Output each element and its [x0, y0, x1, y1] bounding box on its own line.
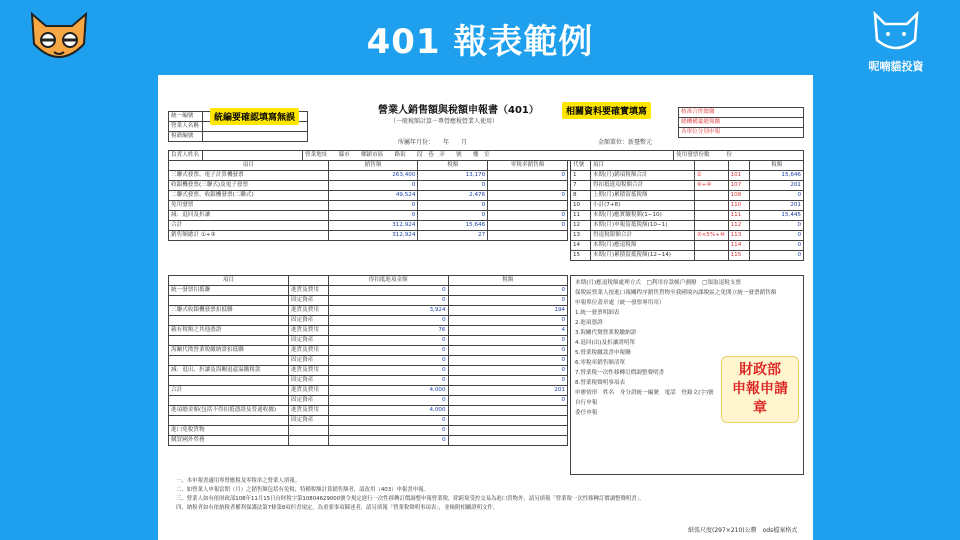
purchase-row-label: 進項總金額(包括不得扣抵憑證及普通收據) — [169, 406, 289, 416]
purchase-row-label — [169, 376, 289, 386]
purchase-row-kind: 固定資產 — [288, 296, 328, 306]
sales-row-amount: 0 — [328, 201, 418, 211]
purchase-row-kind: 進貨及費用 — [288, 286, 328, 296]
purchase-row-kind: 固定資產 — [288, 336, 328, 346]
sales-row — [169, 221, 568, 231]
right-lower-line: 3.海關代徵營業稅繳納證 — [575, 330, 637, 336]
purchase-row — [169, 406, 568, 416]
purchase-row-amount: 0 — [328, 366, 448, 376]
purchase-row-kind: 進貨及費用 — [288, 406, 328, 416]
purchase-row-tax: 0 — [448, 316, 568, 326]
purchase-row-label: 統一發票扣抵聯 — [169, 286, 289, 296]
tax-calc-no: 107 — [728, 181, 750, 191]
page-title: 401 報表範例 — [366, 22, 594, 62]
tax-calc-value: 15,445 — [750, 211, 804, 221]
purchase-row-kind: 固定資產 — [288, 356, 328, 366]
tax-calc-code: 13 — [571, 231, 591, 241]
purchase-row-label: 減：退出、折讓及海關退還溢繳稅款 — [169, 366, 289, 376]
tax-calc-table — [570, 160, 804, 261]
purchase-row-kind: 進貨及費用 — [288, 306, 328, 316]
purchase-row-amount: 0 — [328, 296, 448, 306]
purchase-row-tax: 0 — [448, 336, 568, 346]
tax-calc-ref — [694, 191, 728, 201]
tax-calc-ref — [694, 251, 728, 261]
purchase-row-tax: 0 — [448, 346, 568, 356]
footnote-line: 四、納稅者如有依納稅者權利保護法第7條第8項但書規定，為重要事項陳述者，請另填報「營業稅聲明事項表」，並檢附相關證明文件。 — [176, 505, 499, 511]
purchase-row-amount: 4,000 — [328, 386, 448, 396]
tax-calc-code: 8 — [571, 191, 591, 201]
tax-calc-item: 上期(月)累積留抵稅額 — [590, 191, 694, 201]
footnotes — [176, 477, 676, 513]
tax-calc-row — [571, 191, 804, 201]
purchase-row-kind: 固定資產 — [288, 416, 328, 426]
tax-calc-value: 0 — [750, 231, 804, 241]
sales-row-zero — [488, 201, 568, 211]
right-lower-line: 委任申報 — [575, 410, 598, 416]
footnote-line: 三、營業人如有依財政部108年11月15日台財稅字第10804629000號令規定進行一次性移轉訂價調整申報營業稅，除跨境受控交易為進口貨物外，請另填報「營業稅一次性移轉訂價調整聲明書」。 — [176, 496, 645, 502]
tax-header-item: 項目 — [590, 161, 694, 171]
sales-row-zero — [488, 231, 568, 241]
tax-calc-item: 本期(月)應退稅額 — [590, 241, 694, 251]
purchase-row-amount: 4,000 — [328, 406, 448, 416]
purchase-row-kind — [288, 426, 328, 436]
purchase-row — [169, 356, 568, 366]
tax-calc-no: 114 — [728, 241, 750, 251]
tax-calc-item: 本期(月)應實繳稅額(1−10) — [590, 211, 694, 221]
tax-calc-ref — [694, 201, 728, 211]
right-lower-line: 申報單位蓋章處（統一發票專用章） — [575, 300, 665, 306]
tax-calc-row — [571, 231, 804, 241]
sales-row-label: 合計 — [169, 221, 329, 231]
form-title: 營業人銷售額與稅額申報書（401） — [378, 105, 539, 116]
purchase-row-tax: 4 — [448, 326, 568, 336]
purchase-row-kind: 固定資產 — [288, 396, 328, 406]
period-label: 所屬年月份： 年 月 — [398, 139, 468, 146]
purchase-row — [169, 426, 568, 436]
purchase-row — [169, 326, 568, 336]
uid-hint-label: 統編要確認填寫無誤 — [210, 108, 299, 125]
tax-calc-item: 本期(月)累積留抵稅額(12−14) — [590, 251, 694, 261]
purchase-row-amount: 0 — [328, 376, 448, 386]
sales-row-tax: 0 — [418, 211, 488, 221]
purchase-row-kind: 進貨及費用 — [288, 326, 328, 336]
purchase-row-amount: 0 — [328, 356, 448, 366]
purchase-row-tax: 0 — [448, 376, 568, 386]
right-lower-line: 8.營業稅聲明事項表 — [575, 380, 626, 386]
purchase-row-tax — [448, 406, 568, 416]
receipt-label: 使用發票份數 份 — [674, 151, 804, 161]
owner-label: 負責人姓名 — [169, 151, 203, 161]
tax-calc-ref: ② — [694, 171, 728, 181]
tax-calc-value: 201 — [750, 201, 804, 211]
sales-row-amount: 49,524 — [328, 191, 418, 201]
sales-row-zero: 0 — [488, 211, 568, 221]
tax-calc-value: 0 — [750, 221, 804, 231]
sales-row-label: 收銀機發票(三聯式)及電子發票 — [169, 181, 329, 191]
sales-row — [169, 201, 568, 211]
purchase-row — [169, 436, 568, 446]
right-lower-line: 申辦情形 姓名 身分證統一編號 電話 登錄文(字)號 — [575, 390, 714, 396]
sales-row-tax: 2,476 — [418, 191, 488, 201]
sales-row-zero: 0 — [488, 191, 568, 201]
sales-row-label: 免用發票 — [169, 201, 329, 211]
purchase-row-tax: 0 — [448, 286, 568, 296]
tax-calc-item: 本期(月)申報留抵稅額(10−1) — [590, 221, 694, 231]
tax-calc-ref — [694, 211, 728, 221]
tax-calc-value: 0 — [750, 251, 804, 261]
sales-row-zero — [488, 181, 568, 191]
tax-calc-item: 得扣抵進項稅額合計 — [590, 181, 694, 191]
tax-calc-row — [571, 201, 804, 211]
sales-row — [169, 171, 568, 181]
tax-header-code: 代號 — [571, 161, 591, 171]
right-lower-line: 保稅區營業人按進口報關程序銷售貨物至我國境內課稅區之免開立統一發票銷售額 — [575, 290, 777, 296]
sales-row-amount: 312,924 — [328, 231, 418, 241]
tax-header-value: 稅額 — [750, 161, 804, 171]
sales-row — [169, 231, 568, 241]
tax-calc-no: 112 — [728, 221, 750, 231]
purchase-row-kind: 固定資產 — [288, 316, 328, 326]
tax-calc-no: 111 — [728, 211, 750, 221]
purchase-header-tax: 稅額 — [448, 276, 568, 286]
purchase-row — [169, 296, 568, 306]
sales-row-tax: 0 — [418, 181, 488, 191]
form-footer: 紙張尺度(297×210)公釐 ods檔案格式 — [688, 527, 798, 534]
purchase-row-amount: 3,924 — [328, 306, 448, 316]
purchase-row-kind: 進貨及費用 — [288, 366, 328, 376]
tax-calc-no: 101 — [728, 171, 750, 181]
sales-row-amount: 263,400 — [328, 171, 418, 181]
tax-calc-no: 115 — [728, 251, 750, 261]
purchase-row-label — [169, 416, 289, 426]
tax-calc-row — [571, 251, 804, 261]
tax-calc-item: 小計(7+8) — [590, 201, 694, 211]
purchase-row — [169, 306, 568, 316]
sales-row-amount: 312,924 — [328, 221, 418, 231]
sales-row-zero: 0 — [488, 171, 568, 181]
stamp-hint-label: 財政部 申報申請章 — [721, 356, 799, 423]
tax-calc-no: 108 — [728, 191, 750, 201]
brand-name: 呢喃貓投資 — [868, 60, 924, 73]
tax-calc-code: 15 — [571, 251, 591, 261]
right-lower-line: 7.營業稅一次性移轉訂價調整聲明書 — [575, 370, 665, 376]
sales-row-tax: 27 — [418, 231, 488, 241]
form-subtitle: （一般稅額計算－專營應稅營業人使用） — [390, 118, 499, 125]
form-401-document — [158, 75, 813, 540]
tax-calc-row — [571, 241, 804, 251]
purchase-row — [169, 336, 568, 346]
purchase-row-label — [169, 396, 289, 406]
uid-label: 統一編號 — [169, 112, 203, 122]
sales-row — [169, 181, 568, 191]
sales-header-item: 項目 — [169, 161, 329, 171]
address-label: 營業地址 縣市 鄉鎮市區 路街 段 巷 弄 號 樓 室 — [303, 151, 674, 161]
purchase-row-tax: 0 — [448, 366, 568, 376]
seal-line-3: 各單位分別申報 — [679, 128, 804, 138]
purchase-row-label — [169, 296, 289, 306]
data-hint-label: 相關資料要確實填寫 — [562, 102, 651, 119]
tax-calc-row — [571, 181, 804, 191]
tax-calc-row — [571, 221, 804, 231]
purchase-row-amount: 0 — [328, 416, 448, 426]
tax-calc-no: 110 — [728, 201, 750, 211]
purchase-row-amount: 0 — [328, 436, 448, 446]
purchase-row-label: 載有稅額之其他憑證 — [169, 326, 289, 336]
seal-block — [678, 107, 804, 138]
purchase-row-amount: 0 — [328, 286, 448, 296]
tax-calc-code: 10 — [571, 201, 591, 211]
purchase-row — [169, 386, 568, 396]
tax-calc-code: 14 — [571, 241, 591, 251]
sales-header-tax: 稅額 — [418, 161, 488, 171]
cat-logo-icon — [869, 10, 923, 52]
sales-row-amount: 0 — [328, 181, 418, 191]
sales-row-tax: 13,170 — [418, 171, 488, 181]
purchase-row-kind — [288, 436, 328, 446]
sales-header-zero: 零稅率銷售額 — [488, 161, 568, 171]
purchase-row-amount: 0 — [328, 396, 448, 406]
tax-calc-row — [571, 171, 804, 181]
sales-row-label: 二聯式發票、收銀機發票(二聯式) — [169, 191, 329, 201]
purchase-row-kind: 進貨及費用 — [288, 386, 328, 396]
brand-logo — [856, 10, 936, 74]
sales-row — [169, 191, 568, 201]
purchase-row — [169, 286, 568, 296]
tax-calc-ref — [694, 221, 728, 231]
sales-row-tax: 0 — [418, 201, 488, 211]
purchase-row-label — [169, 356, 289, 366]
tax-calc-value: 0 — [750, 241, 804, 251]
purchase-row-tax: 201 — [448, 386, 568, 396]
seal-line-1: 核准合併總繳 — [679, 108, 804, 118]
purchase-row-label: 海關代徵營業稅繳納證扣抵聯 — [169, 346, 289, 356]
right-lower-line: 本期(月)應退稅額處理方式 □利用存款帳戶劃撥 □領取退稅支票 — [575, 280, 741, 286]
purchase-header-amount: 得扣抵進項金額 — [328, 276, 448, 286]
purchase-row-kind: 進貨及費用 — [288, 346, 328, 356]
purchase-row-label — [169, 316, 289, 326]
purchase-row-label: 三聯式收銀機發票扣抵聯 — [169, 306, 289, 316]
sales-row-tax: 15,646 — [418, 221, 488, 231]
purchase-row-label — [169, 336, 289, 346]
purchase-row-label: 合計 — [169, 386, 289, 396]
purchase-row — [169, 376, 568, 386]
tax-calc-code: 1 — [571, 171, 591, 181]
tax-calc-code: 7 — [571, 181, 591, 191]
tax-calc-code: 12 — [571, 221, 591, 231]
tax-calc-ref — [694, 241, 728, 251]
seal-line-2: 總機構彙總報繳 — [679, 118, 804, 128]
purchase-row — [169, 316, 568, 326]
purchase-row — [169, 416, 568, 426]
purchase-row — [169, 346, 568, 356]
purchase-row-amount: 76 — [328, 326, 448, 336]
sales-header-amount: 銷售額 — [328, 161, 418, 171]
purchase-row-tax — [448, 416, 568, 426]
tax-id-label: 稅籍編號 — [169, 132, 203, 142]
sales-row — [169, 211, 568, 221]
purchase-row-amount: 0 — [328, 346, 448, 356]
right-lower-line: 6.零稅率銷售額清單 — [575, 360, 626, 366]
purchase-table — [168, 275, 568, 446]
company-name-label: 營業人名稱 — [169, 122, 203, 132]
purchase-row-tax: 0 — [448, 396, 568, 406]
tax-calc-code: 11 — [571, 211, 591, 221]
tax-calc-row — [571, 211, 804, 221]
purchase-row-amount: 0 — [328, 316, 448, 326]
unit-label: 金額單位：新臺幣元 — [598, 139, 653, 146]
purchase-row-amount: 0 — [328, 336, 448, 346]
right-lower-line: 自行申報 — [575, 400, 598, 406]
sales-table — [168, 160, 568, 241]
purchase-row-tax: 194 — [448, 306, 568, 316]
purchase-row — [169, 396, 568, 406]
right-lower-line: 1.統一發票明細表 — [575, 310, 620, 316]
tax-calc-value: 201 — [750, 181, 804, 191]
purchase-row-tax: 0 — [448, 356, 568, 366]
purchase-row-label: 購買國外勞務 — [169, 436, 289, 446]
purchase-header-item: 項目 — [169, 276, 289, 286]
purchase-row-label: 進口免稅貨物 — [169, 426, 289, 436]
purchase-row-tax — [448, 426, 568, 436]
footnote-line: 二、如營業人申報當期（月）之銷售額包括有免稅、特種稅額計算銷售額者，請改用（403）申報書申報。 — [176, 487, 429, 493]
right-lower-line: 2.進項憑證 — [575, 320, 603, 326]
sales-row-amount: 0 — [328, 211, 418, 221]
tax-calc-ref: ③×5%+⑩ — [694, 231, 728, 241]
sales-row-label: 減：退回及折讓 — [169, 211, 329, 221]
right-lower-line: 4.退回(出)及折讓證明單 — [575, 340, 636, 346]
tax-calc-value: 0 — [750, 191, 804, 201]
sales-row-label: 三聯式發票、電子計算機發票 — [169, 171, 329, 181]
purchase-row — [169, 366, 568, 376]
tax-calc-item: 本期(月)銷項稅額合計 — [590, 171, 694, 181]
footnote-line: 一、本申報書適用專營應稅及零稅率之營業人填報。 — [176, 478, 300, 484]
tax-calc-item: 得退稅限額合計 — [590, 231, 694, 241]
right-lower-line: 5.營業稅繳款書申報聯 — [575, 350, 631, 356]
purchase-row-tax — [448, 436, 568, 446]
tax-calc-ref: ⑨+⑩ — [694, 181, 728, 191]
purchase-row-tax: 0 — [448, 296, 568, 306]
purchase-row-amount: 0 — [328, 426, 448, 436]
purchase-row-kind: 固定資產 — [288, 376, 328, 386]
tax-calc-value: 15,646 — [750, 171, 804, 181]
sales-row-zero: 0 — [488, 221, 568, 231]
sales-row-label: 銷售額總計 ①+③ — [169, 231, 329, 241]
tax-calc-no: 113 — [728, 231, 750, 241]
